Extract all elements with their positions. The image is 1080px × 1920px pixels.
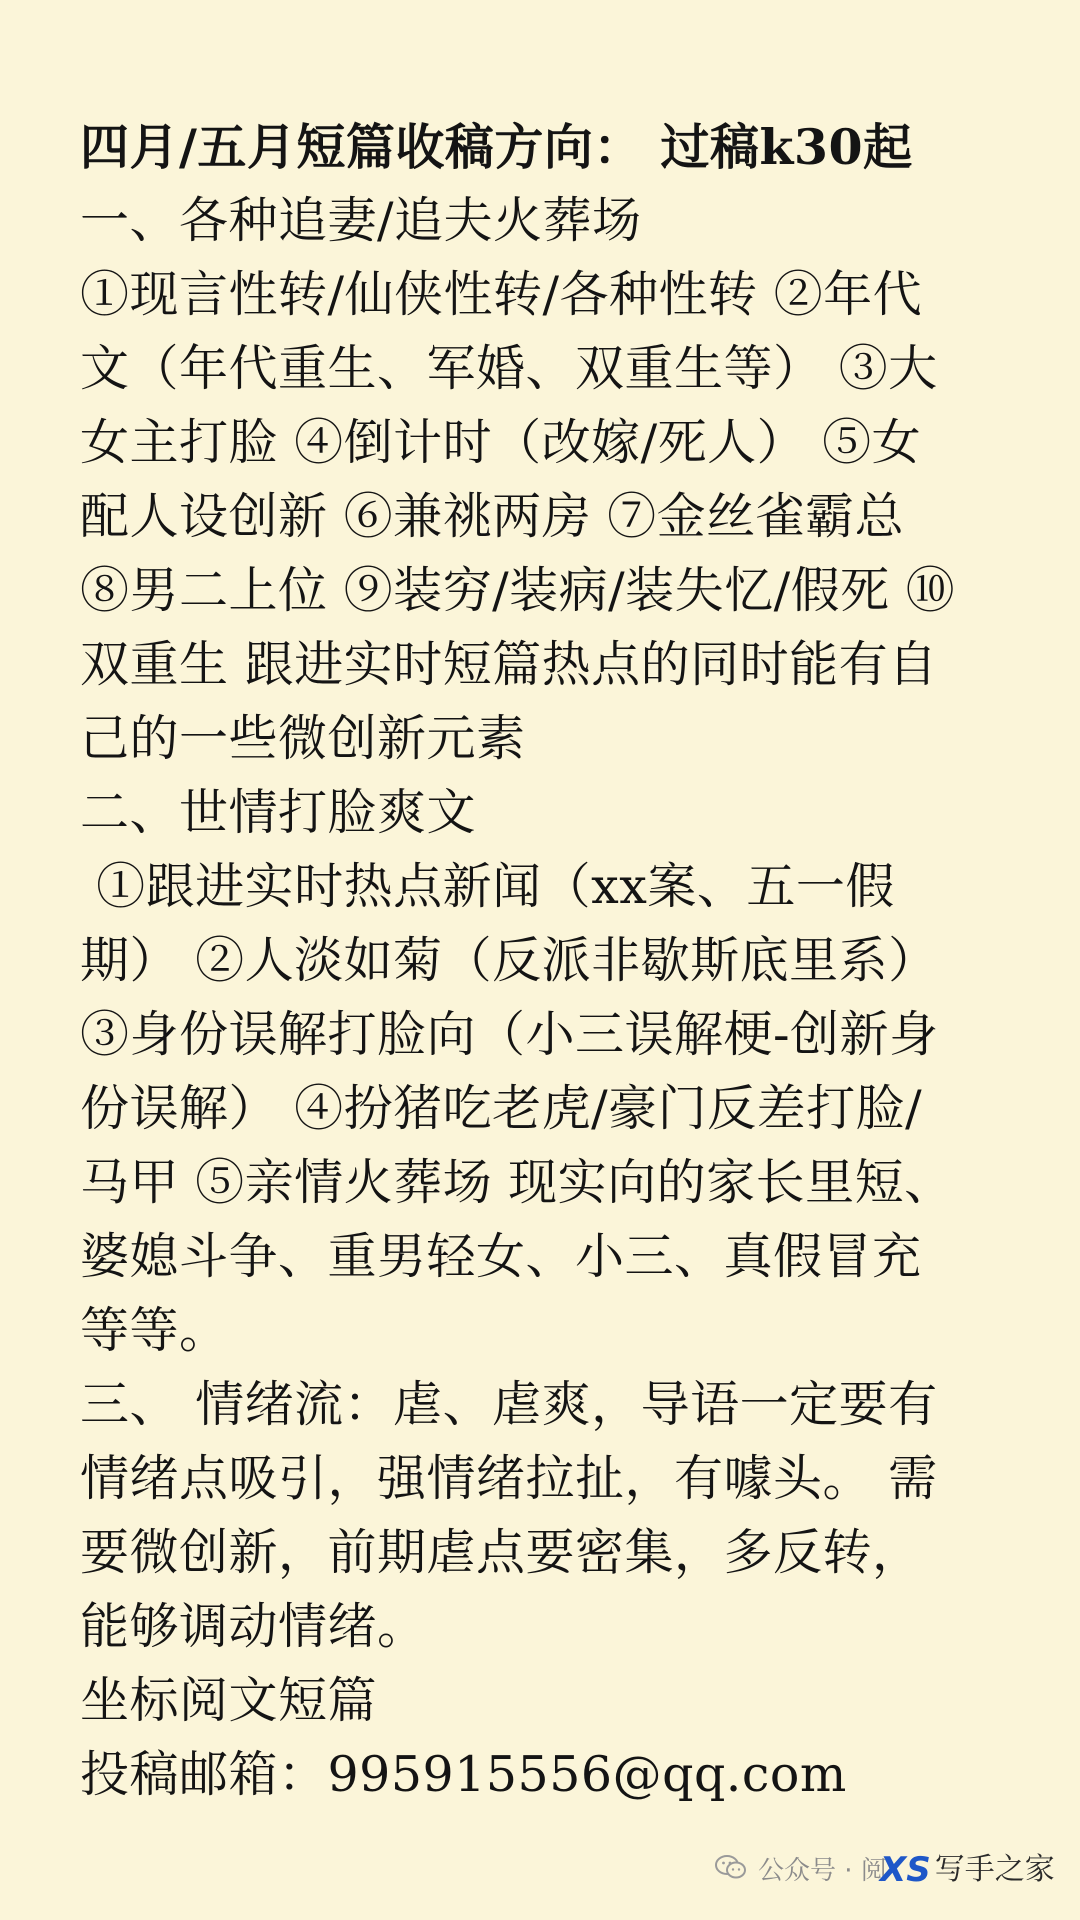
contact-email: 投稿邮箱：995915556@qq.com bbox=[80, 1746, 847, 1803]
wechat-icon bbox=[715, 1854, 747, 1880]
doc-line: 配人设创新 ⑥兼祧两房 ⑦金丝雀霸总 bbox=[80, 488, 905, 545]
footer bbox=[0, 1800, 1080, 1920]
doc-line: ①跟进实时热点新闻（xx案、五一假 bbox=[80, 858, 895, 915]
watermark-logo: XS bbox=[880, 1850, 931, 1890]
doc-line: 马甲 ⑤亲情火葬场 现实向的家长里短、 bbox=[80, 1154, 954, 1211]
doc-line: 份误解） ④扮猪吃老虎/豪门反差打脸/ bbox=[80, 1080, 923, 1137]
doc-line: 女主打脸 ④倒计时（改嫁/死人） ⑤女 bbox=[80, 414, 922, 471]
doc-title: 四月/五月短篇收稿方向： 过稿k30起 bbox=[80, 118, 913, 176]
doc-line: 能够调动情绪。 bbox=[80, 1598, 427, 1655]
doc-line: 三、 情绪流：虐、虐爽，导语一定要有 bbox=[80, 1376, 938, 1433]
doc-line: ⑧男二上位 ⑨装穷/装病/装失忆/假死 ⑩ bbox=[80, 562, 956, 619]
doc-line: 要微创新，前期虐点要密集，多反转， bbox=[80, 1524, 922, 1581]
doc-line: 情绪点吸引，强情绪拉扯，有噱头。 需 bbox=[80, 1450, 938, 1507]
doc-line: 己的一些微创新元素 bbox=[80, 710, 526, 767]
doc-line: ①现言性转/仙侠性转/各种性转 ②年代 bbox=[80, 266, 923, 323]
doc-line: 等等。 bbox=[80, 1302, 229, 1359]
doc-line: 婆媳斗争、重男轻女、小三、真假冒充 bbox=[80, 1228, 922, 1285]
doc-line: 期） ②人淡如菊（反派非歇斯底里系） bbox=[80, 932, 938, 989]
doc-line: 文（年代重生、军婚、双重生等） ③大 bbox=[80, 340, 938, 397]
doc-line: 一、各种追妻/追夫火葬场 bbox=[80, 192, 642, 249]
doc-line: 双重生 跟进实时短篇热点的同时能有自 bbox=[80, 636, 938, 693]
document-body bbox=[80, 110, 1020, 1812]
doc-line: 坐标阅文短篇 bbox=[80, 1672, 378, 1729]
source-label: 公众号 · 阅 bbox=[758, 1856, 887, 1886]
watermark-text: 写手之家 bbox=[934, 1852, 1055, 1887]
watermark bbox=[880, 1848, 1055, 1892]
doc-line: ③身份误解打脸向（小三误解梗-创新身 bbox=[80, 1006, 939, 1063]
doc-line: 二、世情打脸爽文 bbox=[80, 784, 477, 841]
